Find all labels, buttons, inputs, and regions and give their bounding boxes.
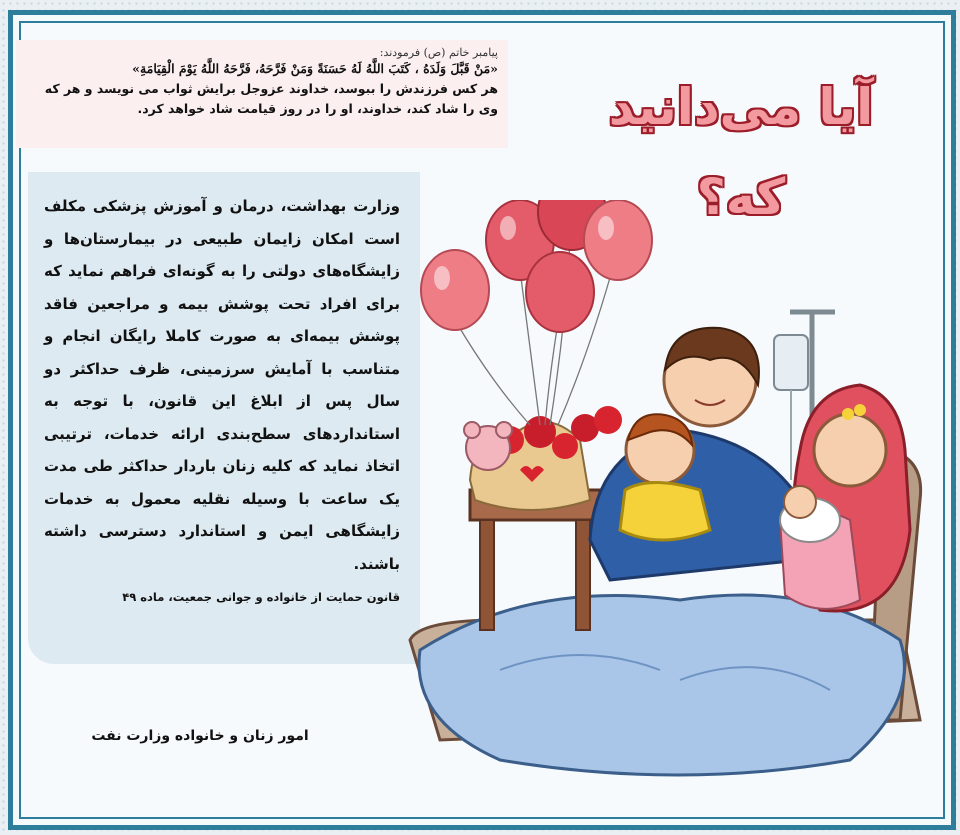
hadith-arabic: «مَنْ قَبَّلَ وَلَدَهُ ، كَتَبَ اللَّهُ لَهُ حَسَنَةً وَمَنْ فَرَّحَهُ، فَرَّحَهُ اللَّهُ يَوْمَ الْقِيَامَةِ» — [132, 61, 498, 76]
footer-organization: امور زنان و خانواده وزارت نفت — [91, 728, 309, 744]
law-text: وزارت بهداشت، درمان و آموزش پزشکی مکلف است امکان زایمان طبیعی در بیمارستان‌ها و زایشگاه‌های دولتی را به گونه‌ای فراهم نماید که برای افراد تحت پوشش بیمه و مراجعین فاقد پوشش بیمه‌ای به صورت کاملا رایگان انجام و متناسب با آمایش سرزمینی، ظرف حداکثر دو سال پس از ابلاغ این قانون، با توجه به استانداردهای سطح‌بندی ارائه خدمات، ترتیبی اتخاذ نماید که کلیه زنان باردار حداکثر طی مدت یک ساعت با وسیله نقلیه معمول به خدمات زایشگاهی ایمن و استاندارد دسترسی داشته باشند. — [44, 197, 400, 573]
headline: آیا می‌دانید که؟ — [608, 78, 874, 226]
family-hospital-illustration — [380, 200, 940, 780]
hadith-intro: پیامبر خاتم (ص) فرمودند: — [379, 46, 498, 59]
hadith-persian: هر کس فرزندش را ببوسد، خداوند عزوجل برایش ثواب می نویسد و هر که وی را شاد کند، خداوند، او را در روز قیامت شاد خواهد کرد. — [44, 81, 498, 116]
law-source: قانون حمایت از خانواده و جوانی جمعیت، ماده ۴۹ — [122, 590, 400, 604]
balloons-icon — [421, 200, 652, 332]
hadith-box — [16, 40, 508, 148]
teddy-bear-icon — [464, 422, 512, 470]
law-panel — [28, 172, 420, 664]
